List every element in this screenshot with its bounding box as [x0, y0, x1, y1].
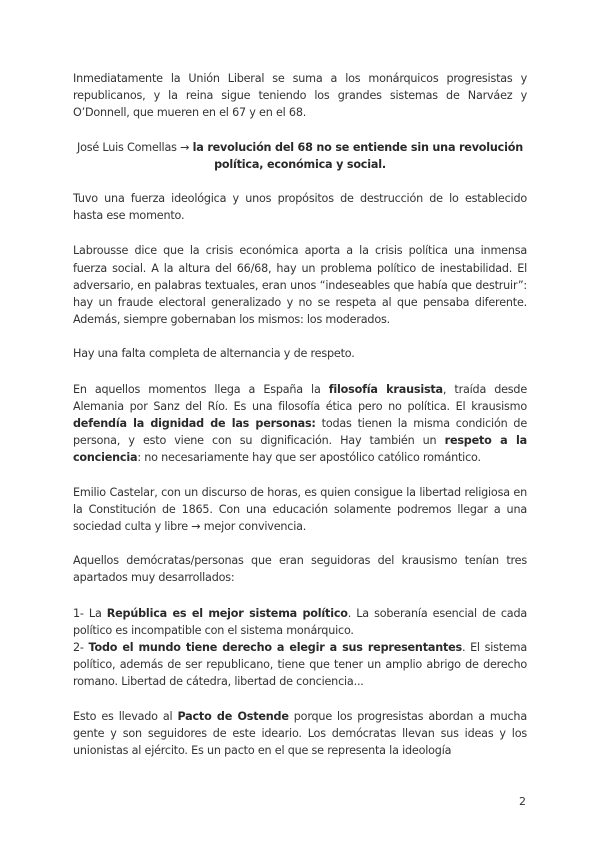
bold-republica: República es el mejor sistema político [106, 606, 348, 620]
page-number: 2 [519, 795, 526, 808]
paragraph-pacto-ostende [73, 708, 527, 760]
paragraph-comellas-quote [73, 139, 527, 173]
paragraph-text: Inmediatamente la Unión Liberal se suma a los monárquicos progresistas y republicanos, y la reina sigue teniendo los grandes sistemas de Narváez y O’Donnell, que mueren en el 67 y en el 68. [73, 72, 527, 120]
list-item-text: . La soberanía esencial de cada político es incompatible con el sistema monárquico. [73, 606, 527, 637]
paragraph-text: , traída desde Alemania por Sanz del Río. Es una filosofía ética pero no política. El krausismo [73, 382, 528, 413]
list-item-2 [73, 639, 527, 691]
paragraph-fuerza-ideologica [73, 190, 527, 224]
list-item-text: . El sistema político, además de ser republicano, tiene que tener un amplio abrigo de derecho romano. Libertad de cátedra, libertad de conciencia... [73, 641, 527, 689]
paragraph-castelar [73, 484, 527, 536]
paragraph-text: Labrousse dice que la crisis económica aporta a la crisis política una inmensa fuerza social. A la altura del 66/68, hay un problema político de inestabilidad. El adversario, en palabras textuales, eran unos “indeseables que había que destruir”: hay un fraude electoral generalizado y no se respeta al que pensaba diferente. Además, siempre gobernaban los mismos: los moderados. [73, 244, 527, 327]
list-item-text: 2- [73, 641, 89, 655]
paragraph-alternancia [73, 345, 527, 362]
list-item-text: 1- La [73, 606, 107, 620]
quote-text: la revolución del 68 no se entiende sin una revolución política, económica y social. [192, 140, 523, 171]
bold-filosofia-krausista: filosofía krausista [328, 382, 443, 396]
paragraph-text: porque los progresistas abordan a mucha gente y son seguidores de este ideario. Los demócratas llevan sus ideas y los unionistas al ejército. Es un pacto en el que se representa la ideología [73, 709, 527, 758]
paragraph-text: todas tienen la misma condición de persona, y esto viene con su dignificación. Hay también un [73, 417, 528, 448]
quote-author: José Luis Comellas → [76, 140, 193, 154]
paragraph-text: Hay una falta completa de alternancia y de respeto. [73, 347, 355, 361]
paragraph-labrousse [73, 242, 527, 328]
paragraph-text: Tuvo una fuerza ideológica y unos propósitos de destrucción de lo establecido hasta ese momento. [73, 192, 527, 223]
bold-pacto-ostende: Pacto de Ostende [177, 709, 289, 723]
paragraph-text: Esto es llevado al [73, 709, 178, 723]
paragraph-union-liberal [73, 70, 527, 122]
bold-dignidad-personas: defendía la dignidad de las personas: [73, 417, 316, 431]
paragraph-krausismo [73, 381, 527, 467]
document-body [73, 70, 527, 759]
bold-derecho-elegir: Todo el mundo tiene derecho a elegir a sus representantes [88, 641, 462, 655]
paragraph-democratas [73, 552, 527, 586]
list-item-1 [73, 605, 527, 639]
paragraph-text: : no necesariamente hay que ser apostólico católico romántico. [137, 451, 481, 465]
bold-respeto-conciencia: respeto a la conciencia [73, 434, 527, 465]
paragraph-text: Aquellos demócratas/personas que eran seguidoras del krausismo tenían tres apartados muy desarrollados: [73, 554, 527, 585]
paragraph-text: En aquellos momentos llega a España la [73, 382, 329, 396]
paragraph-text: Emilio Castelar, con un discurso de horas, es quien consigue la libertad religiosa en la Constitución de 1865. Con una educación solamente podremos llegar a una sociedad culta y libre → mejor convivencia. [73, 485, 527, 534]
